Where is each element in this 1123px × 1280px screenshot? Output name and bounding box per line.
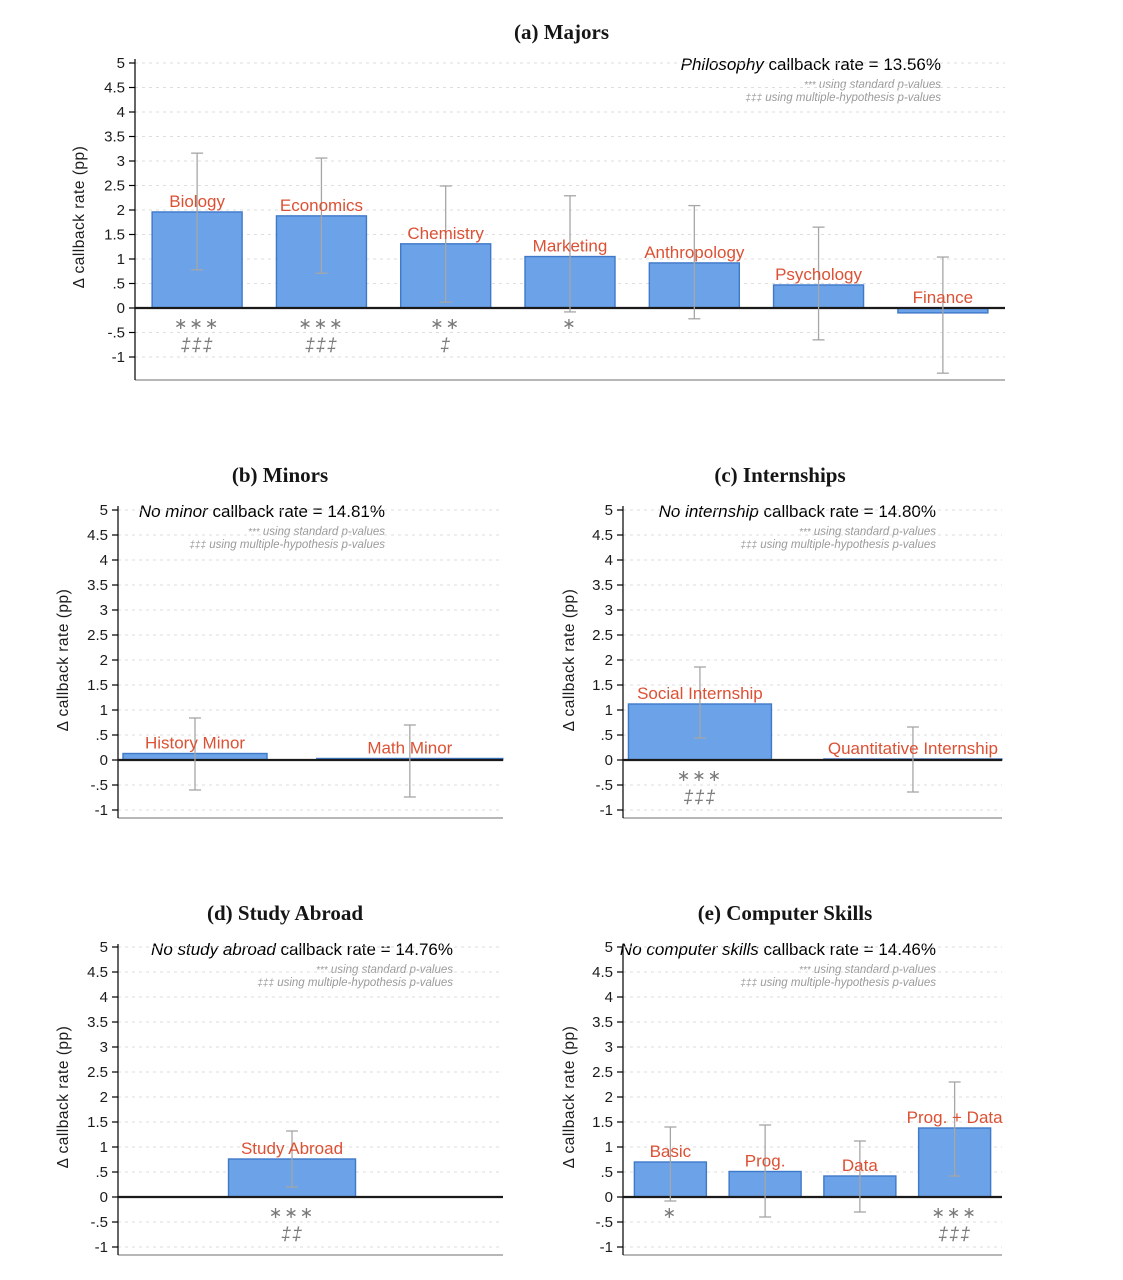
- bar-label-anthropology: Anthropology: [644, 242, 745, 262]
- y-tick-label: 3: [604, 1039, 613, 1056]
- y-tick-label: 2.5: [592, 1064, 613, 1081]
- y-tick-label: 1: [99, 1139, 108, 1156]
- y-tick-label: 4: [116, 104, 125, 121]
- bar-label-basic: Basic: [649, 1142, 692, 1161]
- sig-daggers-biology: ‡‡‡: [180, 335, 214, 355]
- y-tick-label: 0: [116, 300, 125, 317]
- y-tick-label: 1.5: [592, 1114, 613, 1131]
- y-tick-label: 2.5: [104, 177, 125, 195]
- y-tick-label: -.5: [90, 1214, 108, 1231]
- panel-d-dagger-note: ‡‡‡ using multiple-hypothesis p-values: [257, 977, 453, 989]
- sig-stars-social-internship: ∗∗∗: [676, 768, 724, 785]
- panel-b-baseline-group: No minor: [138, 502, 208, 521]
- y-tick-label: 1: [604, 702, 613, 719]
- y-tick-label: 1: [99, 702, 108, 719]
- y-tick-label: 0: [604, 752, 613, 769]
- panel-a-baseline-rest: callback rate = 13.56%: [763, 55, 941, 74]
- y-tick-label: 5: [99, 939, 108, 956]
- panel-d-baseline-group: No study abroad: [151, 940, 276, 959]
- panel-c-title-prefix: (c): [714, 463, 738, 488]
- panel-d-baseline-rest: callback rate = 14.76%: [275, 940, 453, 959]
- y-tick-label: .5: [95, 727, 108, 744]
- panel-e-title: [505, 901, 1065, 926]
- sig-stars-study-abroad: ∗∗∗: [268, 1205, 316, 1222]
- y-tick-label: 1: [116, 251, 125, 268]
- y-tick-label: 0: [99, 1189, 108, 1206]
- bar-label-chemistry: Chemistry: [407, 223, 484, 243]
- sig-daggers-prog-data: ‡‡‡: [938, 1224, 972, 1244]
- panel-a-plot: [55, 43, 1030, 420]
- sig-daggers-social-internship: ‡‡‡: [683, 787, 717, 807]
- y-tick-label: 4: [604, 552, 613, 569]
- panel-c-dagger-note: ‡‡‡ using multiple-hypothesis p-values: [740, 539, 936, 551]
- panel-e-title-text: Computer Skills: [721, 901, 873, 926]
- y-tick-label: .5: [112, 275, 125, 293]
- panel-b-star-note: *** using standard p-values: [248, 526, 385, 538]
- panel-d-title-prefix: (d): [206, 901, 233, 926]
- y-tick-label: .5: [95, 1164, 108, 1181]
- panel-b-title-text: Minors: [257, 463, 329, 488]
- y-tick-label: 1.5: [87, 677, 108, 694]
- sig-stars-chemistry: ∗∗: [430, 316, 462, 333]
- bar-label-finance: Finance: [912, 288, 974, 307]
- y-tick-label: 5: [604, 502, 613, 519]
- y-tick-label: 3.5: [87, 577, 108, 594]
- panel-b-y-axis-label: Δ callback rate (pp): [55, 588, 72, 732]
- y-tick-label: 0: [99, 752, 108, 769]
- bar-label-psychology: Psychology: [775, 264, 863, 284]
- sig-daggers-study-abroad: ‡‡: [281, 1224, 304, 1244]
- y-tick-label: 3: [99, 1039, 108, 1056]
- bar-label-data: Data: [841, 1156, 878, 1175]
- y-tick-label: -.5: [90, 777, 108, 794]
- sig-stars-biology: ∗∗∗: [174, 316, 221, 333]
- bar-label-social-internship: Social Internship: [637, 684, 763, 703]
- y-tick-label: 1.5: [87, 1114, 108, 1131]
- panel-b-title: [0, 463, 560, 488]
- y-tick-label: .5: [600, 1164, 613, 1181]
- bar-label-economics: Economics: [279, 195, 364, 215]
- panel-e-baseline-group: No computer skills: [619, 940, 759, 959]
- y-tick-label: 3.5: [87, 1014, 108, 1031]
- panel-e-dagger-note: ‡‡‡ using multiple-hypothesis p-values: [740, 977, 936, 989]
- y-tick-label: 3: [99, 602, 108, 619]
- panel-d-title-text: Study Abroad: [232, 901, 363, 926]
- bar-label-quantitative-internship: Quantitative Internship: [827, 739, 998, 758]
- y-tick-label: 2.5: [87, 627, 108, 644]
- y-tick-label: -1: [94, 802, 108, 819]
- bar-label-math-minor: Math Minor: [367, 738, 453, 758]
- panel-e-star-note: *** using standard p-values: [799, 964, 936, 976]
- panel-b-title-prefix: (b): [231, 463, 258, 488]
- sig-stars-economics: ∗∗∗: [298, 316, 345, 333]
- bar-label-biology: Biology: [169, 191, 226, 211]
- y-tick-label: 5: [604, 939, 613, 956]
- panel-e-baseline-rest: callback rate = 14.46%: [758, 940, 936, 959]
- y-tick-label: 1.5: [592, 677, 613, 694]
- y-tick-label: 4: [99, 552, 108, 569]
- panel-d-plot: [38, 928, 528, 1280]
- panel-e-title-prefix: (e): [697, 901, 721, 926]
- y-tick-label: .5: [600, 727, 613, 744]
- panel-e-plot: [543, 928, 1027, 1280]
- panel-d-star-note: *** using standard p-values: [316, 964, 453, 976]
- y-tick-label: 2: [99, 1089, 108, 1106]
- y-tick-label: 2: [604, 1089, 613, 1106]
- y-tick-label: 2.5: [87, 1064, 108, 1081]
- y-tick-label: -1: [111, 349, 125, 366]
- y-tick-label: 2: [116, 202, 125, 219]
- sig-daggers-economics: ‡‡‡: [304, 335, 338, 355]
- sig-stars-marketing: ∗: [562, 316, 578, 333]
- y-tick-label: 0: [604, 1189, 613, 1206]
- bar-label-history-minor: History Minor: [144, 733, 246, 753]
- y-tick-label: 4: [604, 989, 613, 1006]
- bar-label-study-abroad: Study Abroad: [240, 1139, 344, 1158]
- y-tick-label: 4: [99, 989, 108, 1006]
- panel-c-baseline-group: No internship: [658, 502, 759, 521]
- panel-e-y-axis-label: Δ callback rate (pp): [561, 1025, 578, 1169]
- panel-a-title: [0, 20, 1123, 45]
- y-tick-label: 1: [604, 1139, 613, 1156]
- sig-stars-basic: ∗: [662, 1205, 679, 1222]
- panel-d-title: [5, 901, 565, 926]
- y-tick-label: -.5: [595, 1214, 613, 1231]
- y-tick-label: -1: [599, 802, 613, 819]
- y-tick-label: 4.5: [87, 964, 108, 981]
- panel-c-title: [500, 463, 1060, 488]
- y-tick-label: -1: [599, 1239, 613, 1256]
- y-tick-label: -.5: [107, 324, 125, 342]
- panel-c-y-axis-label: Δ callback rate (pp): [561, 588, 578, 732]
- y-tick-label: 3: [604, 602, 613, 619]
- y-tick-label: 5: [99, 502, 108, 519]
- panel-a-baseline-group: Philosophy: [680, 55, 764, 74]
- y-tick-label: 2: [99, 652, 108, 669]
- panel-a-y-axis-label: Δ callback rate (pp): [71, 145, 88, 289]
- y-tick-label: 1.5: [104, 226, 125, 244]
- y-tick-label: 5: [116, 55, 125, 72]
- bar-label-prog-data: Prog. + Data: [906, 1108, 1003, 1127]
- y-tick-label: 2.5: [592, 627, 613, 644]
- panel-a-dagger-note: ‡‡‡ using multiple-hypothesis p-values: [745, 92, 941, 104]
- panel-c-plot: [543, 490, 1027, 858]
- y-tick-label: -.5: [595, 777, 613, 794]
- panel-a-title-prefix: (a): [513, 20, 539, 45]
- bar-label-prog: Prog.: [744, 1151, 786, 1171]
- y-tick-label: 3: [116, 153, 125, 170]
- sig-daggers-chemistry: ‡: [440, 335, 452, 355]
- sig-stars-prog-data: ∗∗∗: [931, 1205, 978, 1222]
- panel-d-y-axis-label: Δ callback rate (pp): [55, 1025, 72, 1169]
- y-tick-label: 3.5: [592, 1014, 613, 1031]
- panel-b-plot: [38, 490, 528, 858]
- panel-b-dagger-note: ‡‡‡ using multiple-hypothesis p-values: [189, 539, 385, 551]
- y-tick-label: 3.5: [104, 128, 125, 146]
- y-tick-label: 4.5: [592, 964, 613, 981]
- y-tick-label: 4.5: [87, 527, 108, 544]
- y-tick-label: -1: [94, 1239, 108, 1256]
- bar-label-marketing: Marketing: [532, 236, 608, 256]
- y-tick-label: 4.5: [592, 527, 613, 544]
- panel-c-star-note: *** using standard p-values: [799, 526, 936, 538]
- y-tick-label: 4.5: [104, 79, 125, 97]
- panel-b-baseline-rest: callback rate = 14.81%: [207, 502, 385, 521]
- y-tick-label: 3.5: [592, 577, 613, 594]
- panel-a-star-note: *** using standard p-values: [804, 79, 941, 91]
- panel-c-baseline-rest: callback rate = 14.80%: [758, 502, 936, 521]
- panel-c-title-text: Internships: [737, 463, 846, 488]
- y-tick-label: 2: [604, 652, 613, 669]
- panel-a-title-text: Majors: [538, 20, 610, 45]
